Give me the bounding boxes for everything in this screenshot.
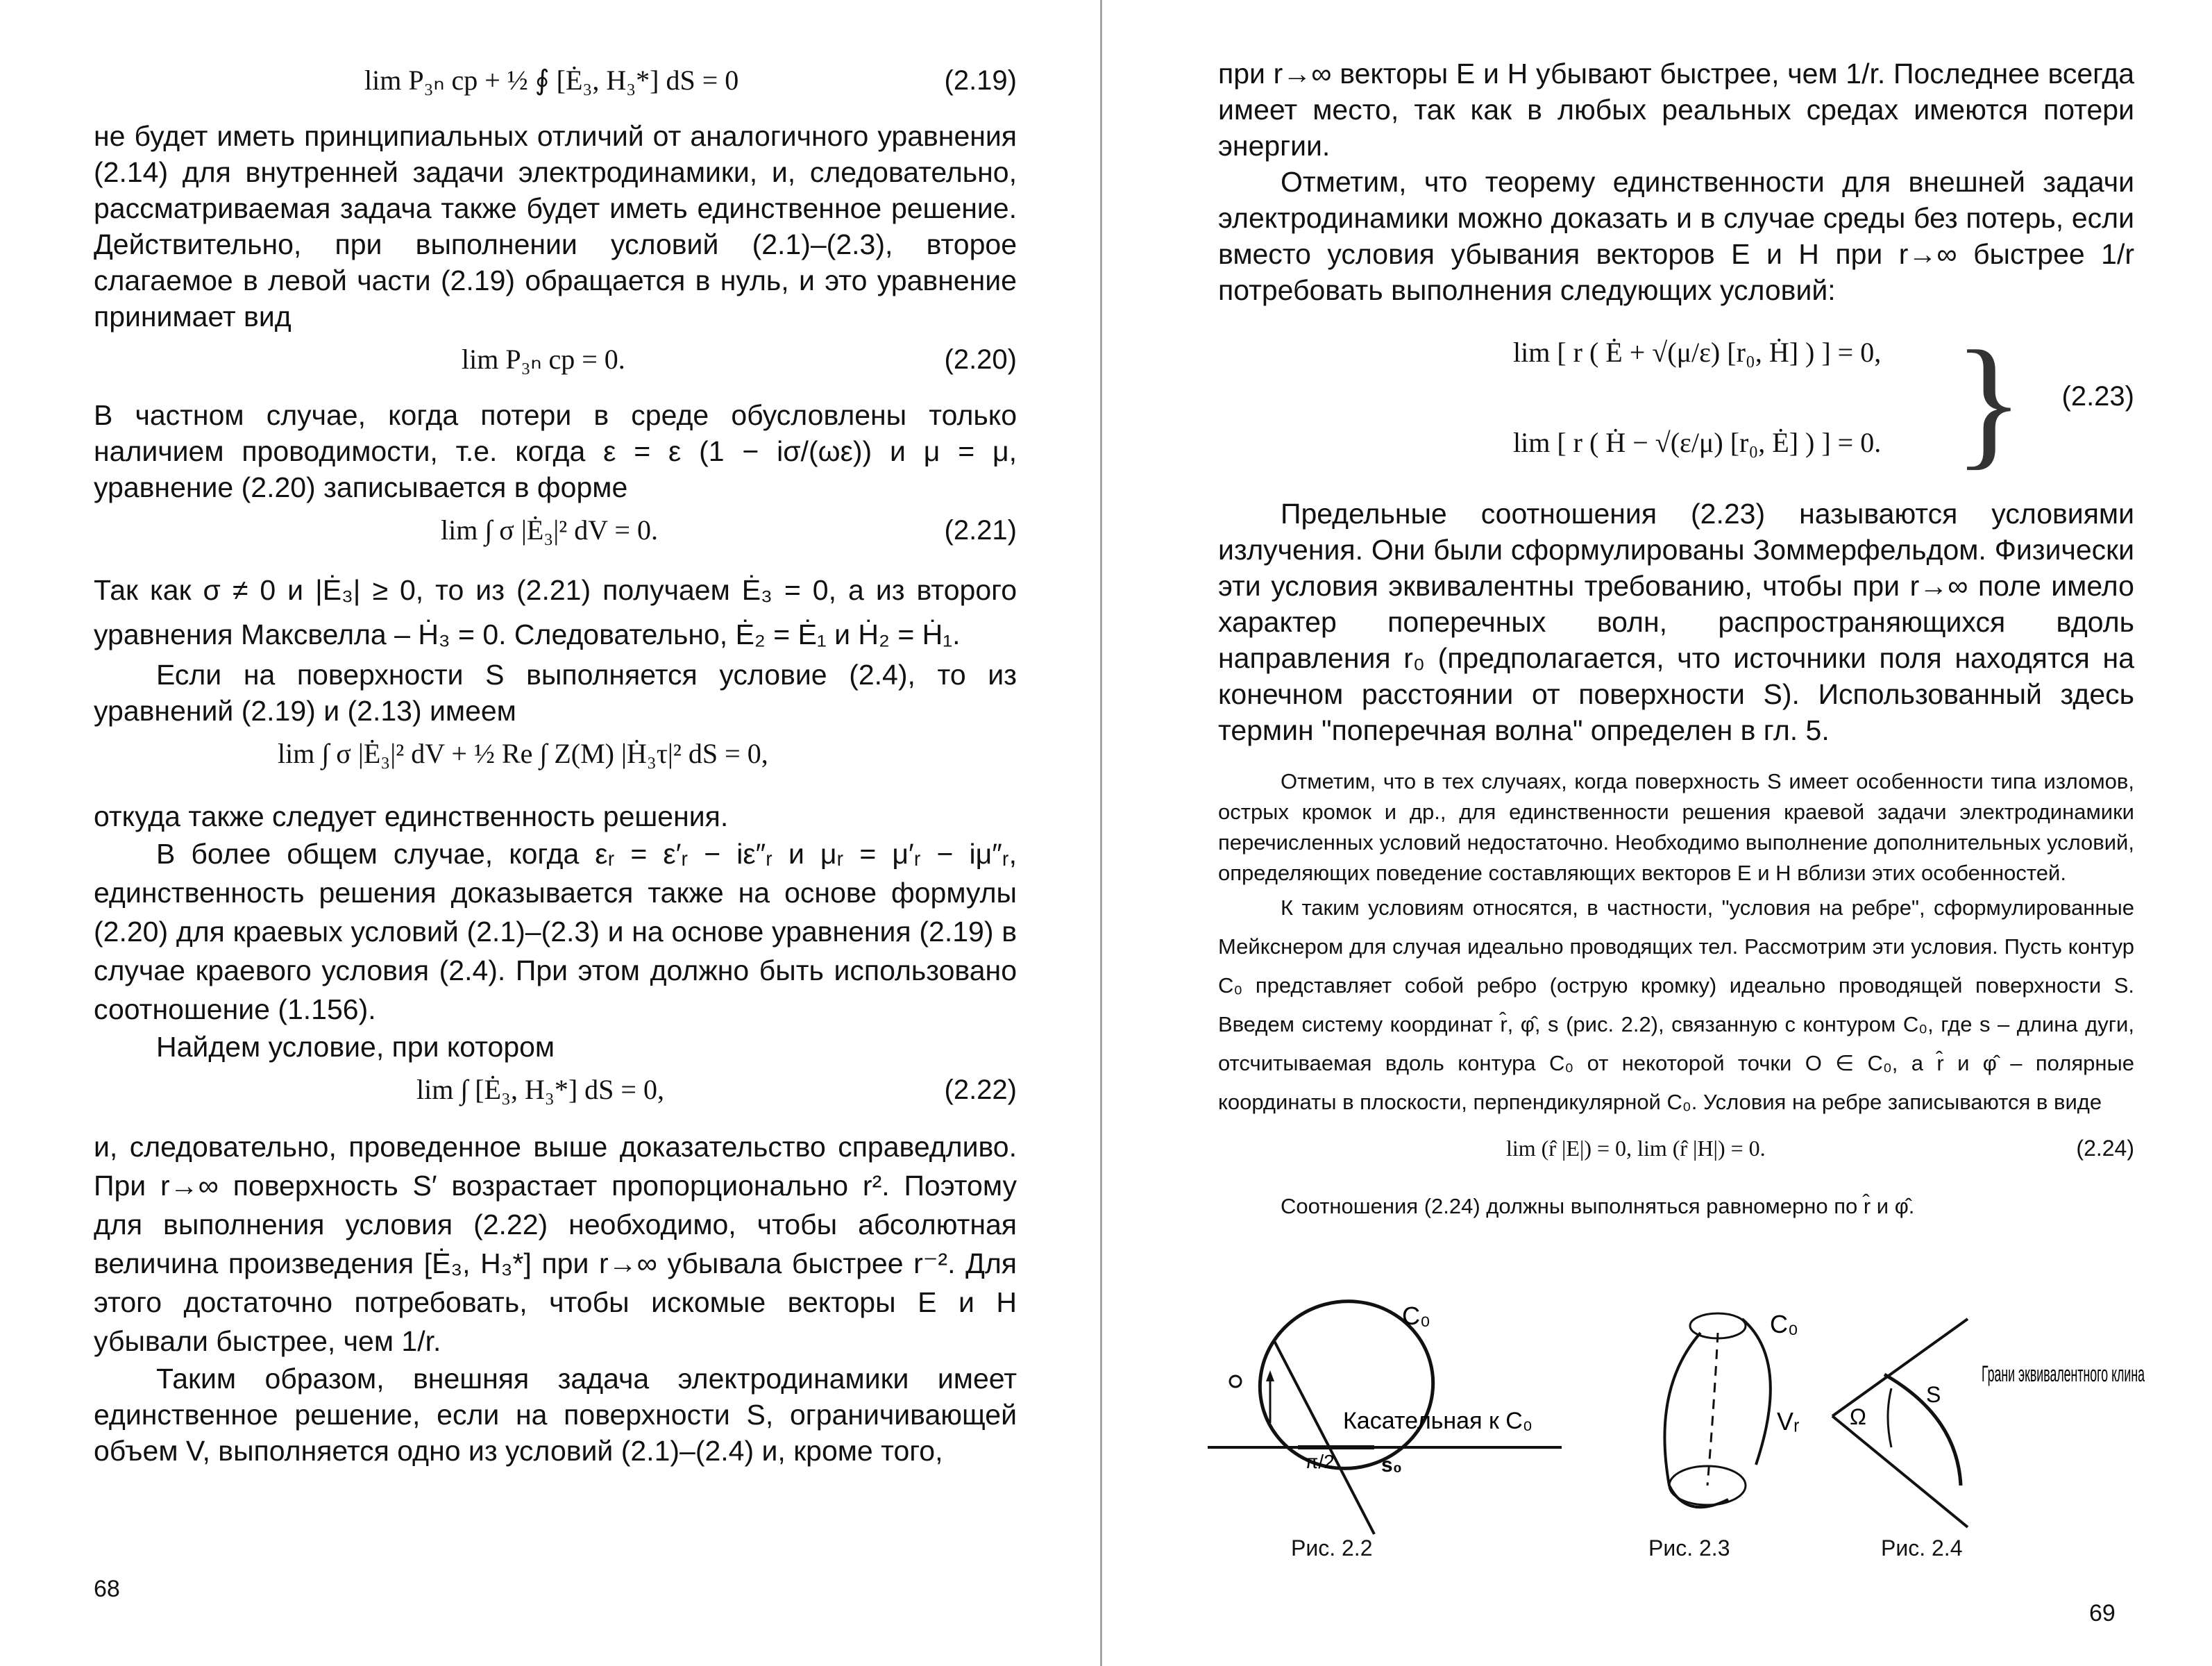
figure-caption: Рис. 2.2: [1291, 1535, 1373, 1560]
c0-label: C₀: [1402, 1302, 1430, 1330]
small-paragraph: К таким условиям относятся, в частности, "условия на ребре", сформулированные Мейкснером для случая идеально проводящих тел. Рассмотрим эти условия. Пусть контур C₀ представляет собой ребро (острую кромку) идеально проводящей поверхности S. Введем систему координат r̂, φ̂, s (рис. 2.2), связанную с контуром C₀, где s – длина дуги, отсчитываемая вдоль контура C₀ от некоторой точки O ∈ C₀, а r̂ и φ̂ – полярные координаты в плоскости, перпендикулярной C₀. Условия на ребре записываются в виде: [1218, 895, 2134, 1114]
equation-text: lim ∫ [Ė₃, H₃*] dS = 0,: [416, 1074, 664, 1105]
right-page: [1111, 0, 2212, 1666]
pi2-label: π/2: [1305, 1451, 1335, 1472]
equation-text: lim ∫ σ |Ė₃|² dV + ½ Re ∫ Z(M) |Ḣ₃τ|² dS = 0,: [278, 738, 768, 769]
paragraph: Найдем условие, при котором: [156, 1031, 555, 1063]
book-spine: [1100, 0, 1102, 1666]
equation-number: (2.23): [2061, 381, 2134, 412]
equation-text: lim [ r ( Ḣ − √(ε/μ) [r₀, Ė] ) ] = 0.: [1513, 427, 1882, 458]
equation-number: (2.19): [944, 65, 1017, 96]
wedge-faces-label: Грани эквивалентного клина: [1982, 1361, 2145, 1386]
point-o: [1230, 1376, 1241, 1387]
edge-line: [1274, 1340, 1374, 1534]
angle-arc: [1888, 1388, 1891, 1447]
tube-outline: [1664, 1333, 1728, 1507]
equation-text: lim P₃ₙ ср = 0.: [462, 344, 625, 375]
equation-text: lim ∫ σ |Ė₃|² dV = 0.: [441, 514, 658, 546]
equation-number: (2.21): [944, 515, 1017, 546]
equation-number: (2.20): [944, 344, 1017, 375]
figure-2-2: [1208, 1298, 1652, 1548]
figure-2-4: [1818, 1305, 2152, 1548]
equation-text: lim (r̂ |E|) = 0, lim (r̂ |H|) = 0.: [1506, 1136, 1766, 1161]
left-page: [0, 0, 1083, 1666]
left-column: [94, 56, 1017, 1469]
paragraph: Таким образом, внешняя задача электродинамики имеет единственное решение, если на поверхности S, ограничивающей объем V, выполняется одно из условий (2.1)–(2.4) и, кроме того,: [94, 1363, 1017, 1467]
paragraph: не будет иметь принципиальных отличий от аналогичного уравнения (2.14) для внутренней задачи электродинамики, и, следовательно, рассматриваемая задача также будет иметь единственное решение. Действительно, при выполнении условий (2.1)–(2.3), второе слагаемое в левой части (2.19) обращается в нуль, и это уравнение принимает вид: [94, 120, 1017, 333]
paragraph: Так как σ ≠ 0 и |Ė₃| ≥ 0, то из (2.21) получаем Ė₃ = 0, а из второго уравнения Максвелла – Ḣ₃ = 0. Следовательно, Ė₂ = Ė₁ и Ḣ₂ = Ḣ₁.: [94, 574, 1017, 650]
brace: }: [1954, 321, 2024, 482]
paragraph: Если на поверхности S выполняется условие (2.4), то из уравнений (2.19) и (2.13) имеем: [94, 659, 1017, 727]
paragraph: Предельные соотношения (2.23) называются условиями излучения. Они были сформулированы Зоммерфельдом. Физически эти условия эквивалентны требованию, чтобы при r→∞ поле имело характер поперечных волн, распространяющихся вдоль направления r₀ (предполагается, что источники поля находятся на конечном расстоянии от поверхности S). Использованный здесь термин "поперечная волна" определен в гл. 5.: [1218, 498, 2134, 746]
omega-label: Ω: [1850, 1404, 1866, 1429]
equation-2-24: [1218, 1122, 2134, 1191]
tangent-label: Касательная к C₀: [1343, 1408, 1533, 1434]
equation-text: lim [ r ( Ė + √(μ/ε) [r₀, Ḣ] ) ] = 0,: [1513, 337, 1882, 368]
figure-caption: Рис. 2.4: [1881, 1535, 1963, 1560]
equation-2-19: [94, 56, 1017, 118]
equation-2-23: [1218, 308, 2134, 496]
equation-2-20: [94, 335, 1017, 397]
equation-2-22: [94, 1065, 1017, 1127]
equation-2-21: [94, 505, 1017, 568]
page-number: 68: [94, 1576, 120, 1602]
equation-number: (2.22): [944, 1075, 1017, 1105]
paragraph: откуда также следует единственность решения.: [94, 800, 729, 832]
right-column: [1218, 56, 2134, 1222]
figure-caption: Рис. 2.3: [1648, 1535, 1730, 1560]
paragraph: и, следовательно, проведенное выше доказательство справедливо. При r→∞ поверхность S′ возрастает пропорционально r². Поэтому для выполнения условия (2.22) необходимо, чтобы абсолютная величина произведения [Ė₃, H₃*] при r→∞ убывала быстрее r⁻². Для этого достаточно потребовать, чтобы искомые векторы E и H убывали быстрее, чем 1/r.: [94, 1131, 1017, 1357]
small-paragraph: Соотношения (2.24) должны выполняться равномерно по r̂ и φ̂.: [1281, 1194, 1915, 1218]
paragraph: Отметим, что теорему единственности для внешней задачи электродинамики можно доказать и в случае среды без потерь, если вместо условия убывания векторов E и H при r→∞ быстрее 1/r потребовать выполнения следующих условий:: [1218, 166, 2134, 306]
equation-unnumbered: [94, 729, 1017, 798]
paragraph: В частном случае, когда потери в среде обусловлены только наличием проводимости, т.е. когда ε = ε (1 − iσ/(ωε)) и μ = μ, уравнение (2.20) записывается в форме: [94, 399, 1017, 503]
s-label: S: [1926, 1382, 1941, 1407]
c0-label: C₀: [1770, 1310, 1798, 1338]
equation-text: lim P₃ₙ ср + ½ ∮ [Ė₃, H₃*] dS = 0: [364, 65, 739, 96]
vr-label: Vᵣ: [1777, 1407, 1800, 1436]
s0-label: s₀: [1381, 1454, 1403, 1476]
contour-c0: [1707, 1333, 1718, 1486]
equation-number: (2.24): [2076, 1136, 2134, 1161]
small-paragraph: Отметим, что в тех случаях, когда поверхность S имеет особенности типа изломов, острых кромок и др., для единственности решения краевой задачи электродинамики перечисленных условий недостаточно. Необходимо выполнение дополнительных условий, определяющих поведение составляющих векторов E и H вблизи этих особенностей.: [1218, 769, 2134, 885]
paragraph: В более общем случае, когда εᵣ = ε′ᵣ − iε″ᵣ и μᵣ = μ′ᵣ − iμ″ᵣ, единственность решения доказывается также на основе формулы (2.20) для краевых условий (2.1)–(2.3) и на основе уравнения (2.19) в случае краевого условия (2.4). При этом должно быть использовано соотношение (1.156).: [94, 838, 1017, 1025]
paragraph: при r→∞ векторы E и H убывают быстрее, чем 1/r. Последнее всегда имеет место, так как в любых реальных средах имеются потери энергии.: [1218, 58, 2134, 162]
wedge-face-upper: [1832, 1319, 1968, 1416]
page-number: 69: [2089, 1600, 2116, 1626]
